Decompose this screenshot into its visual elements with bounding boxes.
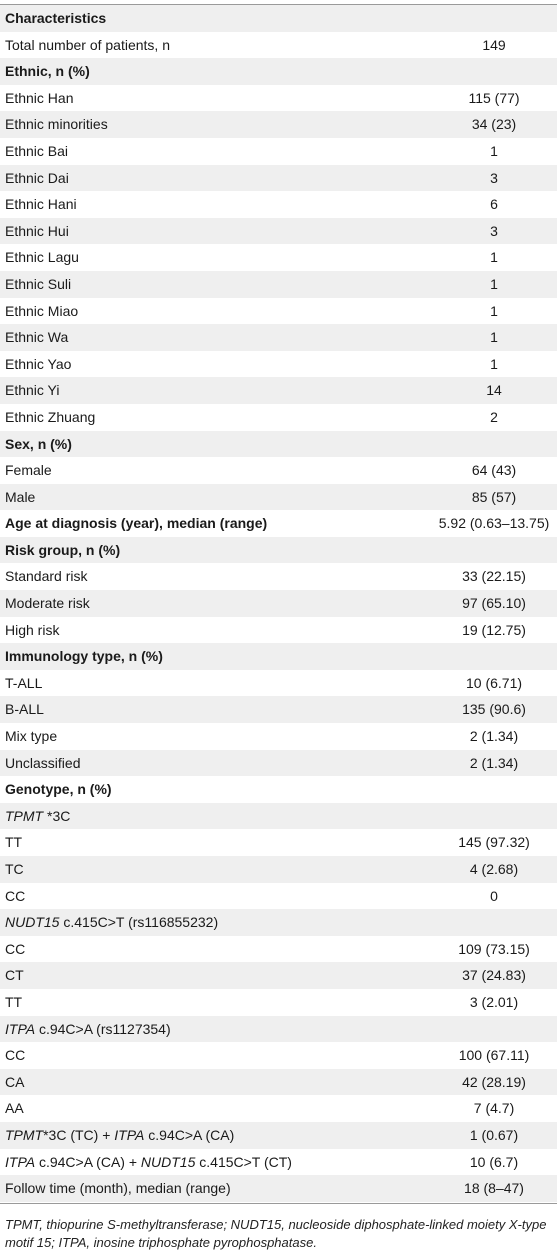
row-value: 4 (2.68) [469, 861, 519, 877]
row-value: 97 (65.10) [462, 595, 526, 612]
row-value: 2 (1.34) [469, 754, 519, 771]
row-value: 6 [490, 196, 498, 213]
table-row [0, 1122, 557, 1149]
row-value: 1 [490, 302, 498, 319]
table-row [0, 191, 557, 218]
row-value: 10 (6.71) [465, 674, 523, 691]
label-part: ITPA [114, 1126, 145, 1143]
row-value: 64 (43) [471, 462, 517, 479]
table-row [0, 111, 557, 138]
row-label: B-ALL [5, 701, 44, 718]
row-value: 3 (2.01) [469, 993, 519, 1010]
row-label: Ethnic Hani [5, 196, 77, 213]
label-part: *3C (TC) + [43, 1126, 115, 1143]
row-value: 3 [490, 222, 498, 239]
row-value: 18 (8–47) [464, 1180, 524, 1197]
label-part: NUDT15 [140, 1153, 196, 1170]
row-label: Female [5, 462, 52, 479]
row-value: 2 (1.34) [469, 728, 519, 745]
label-part: c.415C>T (CT) [195, 1153, 292, 1170]
table-row [0, 1016, 557, 1043]
row-value: 85 (57) [471, 488, 517, 505]
table-row [0, 909, 557, 936]
table-row [0, 5, 557, 32]
row-label [5, 1122, 234, 1149]
table-row [0, 1175, 557, 1202]
row-value: 3 [490, 169, 498, 186]
row-value: 33 (22.15) [462, 568, 526, 585]
row-label: Ethnic Hui [5, 222, 69, 239]
row-value: 149 [482, 36, 506, 53]
table-row [0, 324, 557, 351]
label-part: c.94C>A (CA) + [35, 1153, 141, 1170]
row-label: CC [5, 1047, 26, 1064]
table-row [0, 404, 557, 431]
row-label: CA [5, 1073, 25, 1090]
row-value: 14 [486, 382, 502, 399]
table-row [0, 1095, 557, 1122]
row-value: 34 (23) [471, 116, 517, 133]
row-value: 42 (28.19) [462, 1073, 526, 1090]
row-value: 1 [490, 355, 498, 372]
row-label: AA [5, 1100, 24, 1117]
row-label [5, 803, 70, 830]
row-value: 0 [490, 887, 498, 904]
table-footnote: TPMT, thiopurine S-methyltransferase; NUDT15, nucleoside diphosphate-linked moiety X-type motif 15; ITPA, inosine triphosphate pyrophosphatase. [5, 1217, 547, 1250]
row-value: 1 [490, 275, 498, 292]
table-row [0, 510, 557, 537]
row-label [5, 1016, 171, 1043]
table-row [0, 32, 557, 59]
row-label: Risk group, n (%) [5, 541, 121, 558]
row-label: Unclassified [5, 754, 81, 771]
row-label: Age at diagnosis (year), median (range) [5, 515, 268, 532]
bottom-rule [0, 1203, 557, 1204]
table-row [0, 883, 557, 910]
label-part: TPMT [5, 1126, 44, 1143]
table-row [0, 1042, 557, 1069]
row-label: CC [5, 887, 26, 904]
row-label: CT [5, 967, 24, 984]
row-value: 7 (4.7) [473, 1100, 515, 1117]
row-value: 2 [490, 408, 498, 425]
table-row [0, 776, 557, 803]
row-label: T-ALL [5, 674, 43, 691]
row-label: Moderate risk [5, 595, 90, 612]
row-value: 1 [490, 249, 498, 266]
table-row [0, 750, 557, 777]
table-row [0, 1149, 557, 1176]
row-label: Follow time (month), median (range) [5, 1180, 231, 1197]
row-label: Ethnic Dai [5, 169, 69, 186]
row-value: 145 (97.32) [458, 834, 530, 851]
row-label: Characteristics [5, 10, 107, 26]
row-label: Ethnic Suli [5, 275, 72, 292]
row-value: 1 (0.67) [469, 1126, 519, 1143]
table-row [0, 58, 557, 85]
table-row [0, 936, 557, 963]
table-row [0, 298, 557, 325]
characteristics-table [0, 5, 557, 1202]
row-label: Genotype, n (%) [5, 781, 112, 798]
row-label: Immunology type, n (%) [5, 648, 163, 665]
row-label [5, 909, 218, 936]
row-label: TC [5, 861, 24, 877]
row-label: Sex, n (%) [5, 435, 72, 452]
table-row [0, 218, 557, 245]
row-value: 10 (6.7) [469, 1153, 519, 1170]
row-label: Ethnic Zhuang [5, 408, 96, 425]
table-row [0, 829, 557, 856]
table-row [0, 484, 557, 511]
label-part: c.94C>A (rs1127354) [35, 1020, 171, 1037]
table-row [0, 962, 557, 989]
table-row [0, 723, 557, 750]
label-part: c.94C>A (CA) [144, 1126, 235, 1143]
row-label: Ethnic Yao [5, 355, 72, 372]
table-row [0, 643, 557, 670]
row-label: Ethnic Miao [5, 302, 79, 319]
row-label: Male [5, 488, 36, 505]
label-part: ITPA [5, 1020, 36, 1037]
row-value: 115 (77) [468, 89, 520, 106]
row-value: 5.92 (0.63–13.75) [438, 515, 550, 532]
label-part: *3C [43, 807, 71, 824]
table-row [0, 351, 557, 378]
table-row [0, 165, 557, 192]
row-label: Ethnic, n (%) [5, 63, 90, 80]
row-label: Total number of patients, n [5, 36, 170, 53]
table-row [0, 670, 557, 697]
table-row [0, 563, 557, 590]
row-label: Ethnic Bai [5, 142, 69, 159]
row-label: Ethnic minorities [5, 116, 108, 133]
table-row [0, 138, 557, 165]
row-label: TT [5, 834, 23, 851]
table-row [0, 803, 557, 830]
row-label: CC [5, 940, 26, 957]
table-row [0, 590, 557, 617]
row-label: Ethnic Yi [5, 382, 60, 399]
table-row [0, 85, 557, 112]
table-row [0, 989, 557, 1016]
row-label [5, 1149, 292, 1176]
row-label: High risk [5, 621, 60, 638]
row-label: Ethnic Han [5, 89, 74, 106]
row-label: Mix type [5, 728, 58, 745]
row-label: Standard risk [5, 568, 88, 585]
table-row [0, 617, 557, 644]
table-row [0, 537, 557, 564]
row-value: 19 (12.75) [462, 621, 526, 638]
row-label: TT [5, 993, 23, 1010]
table-row [0, 856, 557, 883]
table-row [0, 431, 557, 458]
row-value: 1 [490, 142, 498, 159]
table-row [0, 457, 557, 484]
row-value: 109 (73.15) [458, 940, 530, 957]
table-row [0, 244, 557, 271]
row-value: 100 (67.11) [458, 1047, 530, 1064]
table-row [0, 271, 557, 298]
row-value: 37 (24.83) [462, 967, 526, 984]
row-value: 1 [490, 329, 498, 346]
label-part: TPMT [5, 807, 44, 824]
table-row [0, 696, 557, 723]
row-label: Ethnic Lagu [5, 249, 79, 266]
row-label: Ethnic Wa [5, 329, 69, 346]
label-part: c.415C>T (rs116855232) [59, 914, 219, 931]
table-row [0, 377, 557, 404]
label-part: NUDT15 [5, 914, 60, 931]
row-value: 135 (90.6) [462, 701, 526, 718]
table-row [0, 1069, 557, 1096]
label-part: ITPA [5, 1153, 36, 1170]
